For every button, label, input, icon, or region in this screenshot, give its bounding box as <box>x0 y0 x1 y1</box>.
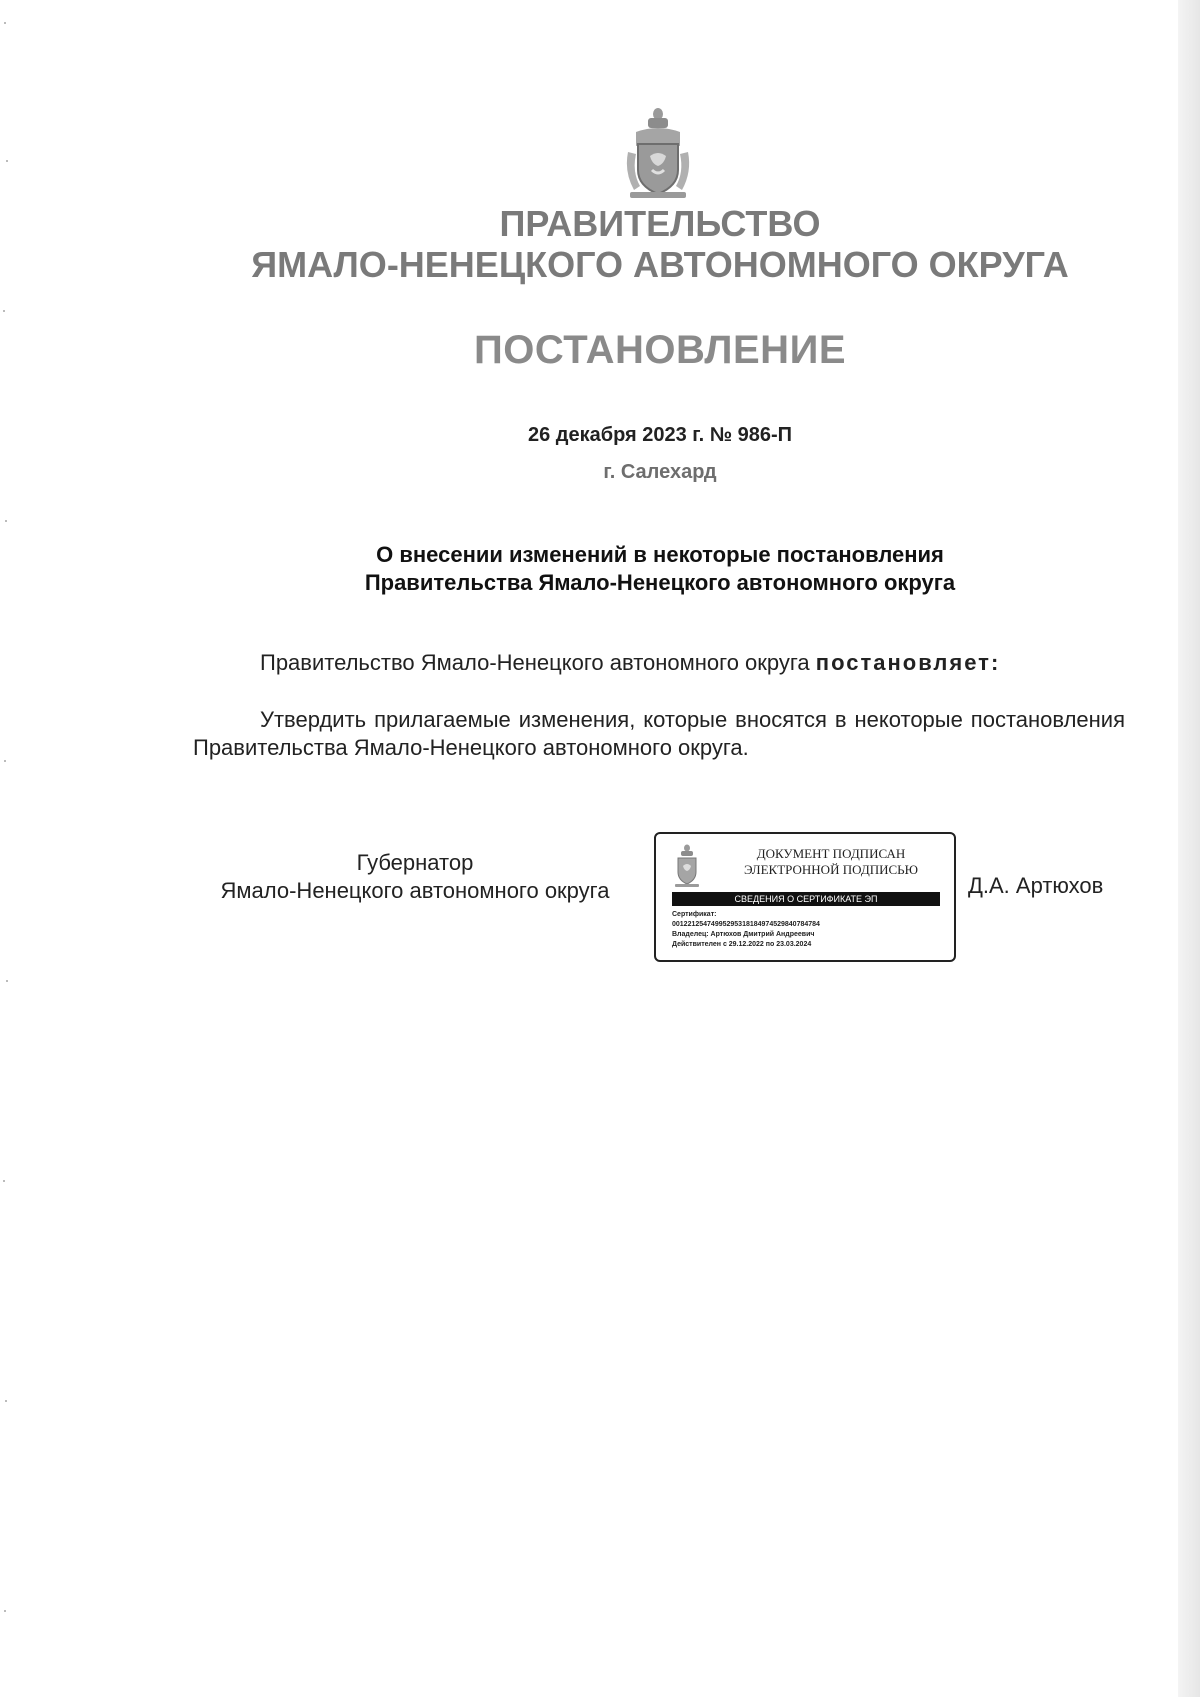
preamble-text: Правительство Ямало-Ненецкого автономного округа <box>260 650 816 675</box>
decree-body: Утвердить прилагаемые изменения, которые вносятся в некоторые постановления Правительства Ямало-Ненецкого автономного округа. <box>193 707 1125 760</box>
signer-name: Д.А. Артюхов <box>968 873 1104 898</box>
signer-position-line2: Ямало-Ненецкого автономного округа <box>220 878 610 903</box>
preamble-resolves: постановляет: <box>815 650 1001 675</box>
government-title <box>150 203 1170 285</box>
electronic-signature-stamp <box>654 832 956 962</box>
decree-subject <box>150 541 1170 597</box>
stamp-heading <box>716 846 946 878</box>
decree-subject-line1: О внесении изменений в некоторые постановления <box>376 542 944 567</box>
stamp-certificate-bar: СВЕДЕНИЯ О СЕРТИФИКАТЕ ЭП <box>672 892 940 906</box>
scan-specks <box>0 0 12 1697</box>
stamp-cert-label: Сертификат: <box>672 911 717 918</box>
coat-of-arms-icon <box>622 106 694 202</box>
stamp-heading-line1: ДОКУМЕНТ ПОДПИСАН <box>756 846 906 861</box>
stamp-validity: Действителен с 29.12.2022 по 23.03.2024 <box>672 941 812 948</box>
decree-preamble <box>260 650 1160 676</box>
stamp-cert-number: 00122125474995295318184974529840784784 <box>672 921 820 928</box>
date-and-number: 26 декабря 2023 г. № 986-П <box>527 424 793 446</box>
government-title-line1: ПРАВИТЕЛЬСТВО <box>499 203 821 244</box>
city: г. Салехард <box>603 461 717 483</box>
coat-of-arms-mini-icon <box>672 844 702 888</box>
document-type: ПОСТАНОВЛЕНИЕ <box>473 328 846 372</box>
signer-position-line1: Губернатор <box>356 850 474 875</box>
government-title-line2: ЯМАЛО-НЕНЕЦКОГО АВТОНОМНОГО ОКРУГА <box>251 244 1069 285</box>
stamp-owner: Владелец: Артюхов Дмитрий Андреевич <box>672 931 815 938</box>
stamp-heading-line2: ЭЛЕКТРОННОЙ ПОДПИСЬЮ <box>744 862 918 877</box>
stamp-certificate-details <box>672 910 942 950</box>
decree-subject-line2: Правительства Ямало-Ненецкого автономного округа <box>364 570 956 595</box>
scan-right-edge <box>1178 0 1200 1697</box>
signer-position <box>180 849 650 905</box>
